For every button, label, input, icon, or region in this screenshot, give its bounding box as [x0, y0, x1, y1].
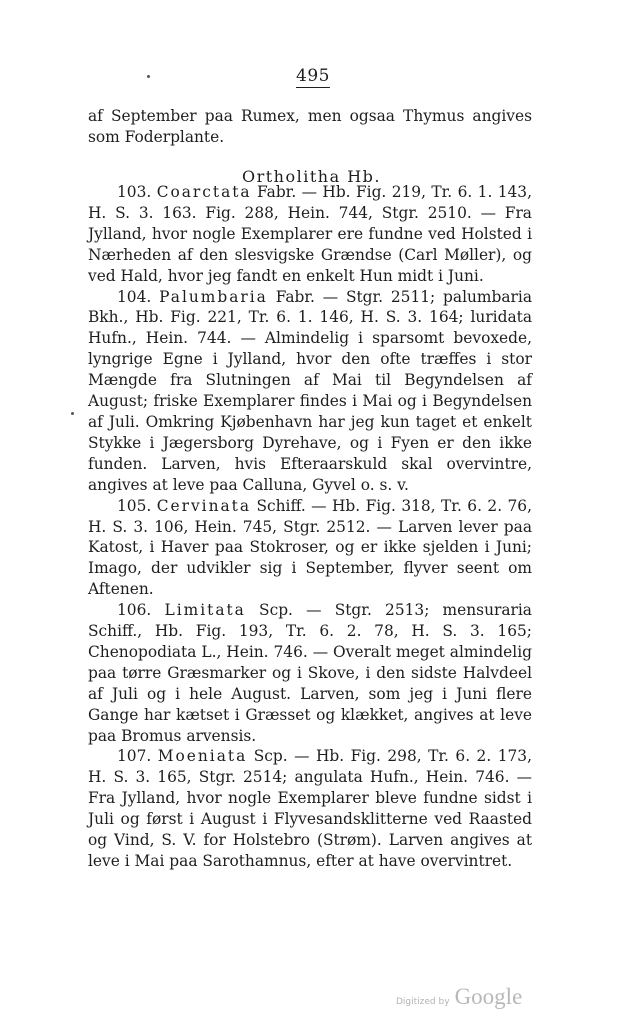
species-entry [88, 287, 532, 496]
entry-text: Fabr. — Hb. Fig. 219, Tr. 6. 1. 143, H. S. 3. 163. Fig. 288, Hein. 744, Stgr. 2510. — Fra Jylland, hvor nogle Exemplarer ere fundne ved Holsted i Nærheden af den slesvigske Grændse (Carl Møller), og ved Hald, hvor jeg fandt en enkelt Hun midt i Juni. [88, 183, 532, 285]
entry-number: 105. [117, 496, 152, 515]
species-name: Moeniata [157, 747, 248, 766]
entry-number: 107. [117, 747, 152, 766]
entry-text: Scp. — Hb. Fig. 298, Tr. 6. 2. 173, H. S. 3. 165, Stgr. 2514; angulata Hufn., Hein. 746. — Fra Jylland, hvor nogle Exemplarer bleve fundne sidst i Juli og først i August i Flyvesandsklitterne ved Raasted og Vind, S. V. for Holstebro (Strøm). Larven angives at leve i Mai paa Sarothamnus, efter at have overvintret. [88, 747, 532, 870]
intro-paragraph [88, 106, 532, 148]
google-logo: Google [454, 984, 523, 1009]
species-entries [88, 182, 532, 872]
species-name: Coarctata [156, 183, 252, 201]
entry-text: Schiff. — Hb. Fig. 318, Tr. 6. 2. 76, H. S. 3. 106, Hein. 745, Stgr. 2512. — Larven lever paa Katost, i Haver paa Stokroser, og er ikke sjelden i Juni; Imago, der udvikler sig i September, flyver seent om Aftenen. [88, 496, 532, 599]
entry-number: 106. [117, 601, 152, 620]
entry-text: Scp. — Stgr. 2513; mensuraria Schiff., Hb. Fig. 193, Tr. 6. 2. 78, H. S. 3. 165; Chenopodiata L., Hein. 746. — Overalt meget almindelig paa tørre Græsmarker og i Skove, i den sidste Halvdeel af Juli og i hele August. Larven, som jeg i Juni flere Gange har kætset i Græsset og klækket, angives at leve paa Bromus arvensis. [88, 601, 532, 745]
entry-number: 103. [117, 183, 152, 201]
page-speck [147, 75, 150, 78]
species-entry [88, 182, 532, 287]
species-entry [88, 746, 532, 871]
digitized-by-label: Digitized by [396, 997, 450, 1007]
page-number: 495 [296, 66, 330, 86]
page-speck [71, 412, 74, 415]
section-title: Ortholitha Hb. [241, 167, 381, 186]
digitization-watermark [396, 984, 522, 1010]
entry-text: Fabr. — Stgr. 2511; palumbaria Bkh., Hb. Fig. 221, Tr. 6. 1. 146, H. S. 3. 164; luridata Hufn., Hein. 744. — Almindelig i sparsomt bevoxede, lyngrige Egne i Jylland, hvor den ofte træffes i stor Mængde fra Slutningen af Mai til Begyndelsen af August; friske Exemplarer findes i Mai og i Begyndelsen af Juli. Omkring Kjøbenhavn har jeg kun taget et enkelt Stykke i Jægersborg Dyrehave, og i Fyen er den ikke funden. Larven, hvis Efteraarskuld skal overvintre, angives at leve paa Calluna, Gyvel o. s. v. [88, 287, 532, 494]
species-name: Palumbaria [159, 287, 268, 306]
intro-text: af September paa Rumex, men ogsaa Thymus angives som Foderplante. [88, 107, 532, 146]
entry-number: 104. [117, 287, 152, 306]
species-name: Cervinata [156, 496, 252, 515]
species-entry [88, 496, 532, 601]
species-entry [88, 600, 532, 746]
species-name: Limitata [164, 601, 246, 620]
